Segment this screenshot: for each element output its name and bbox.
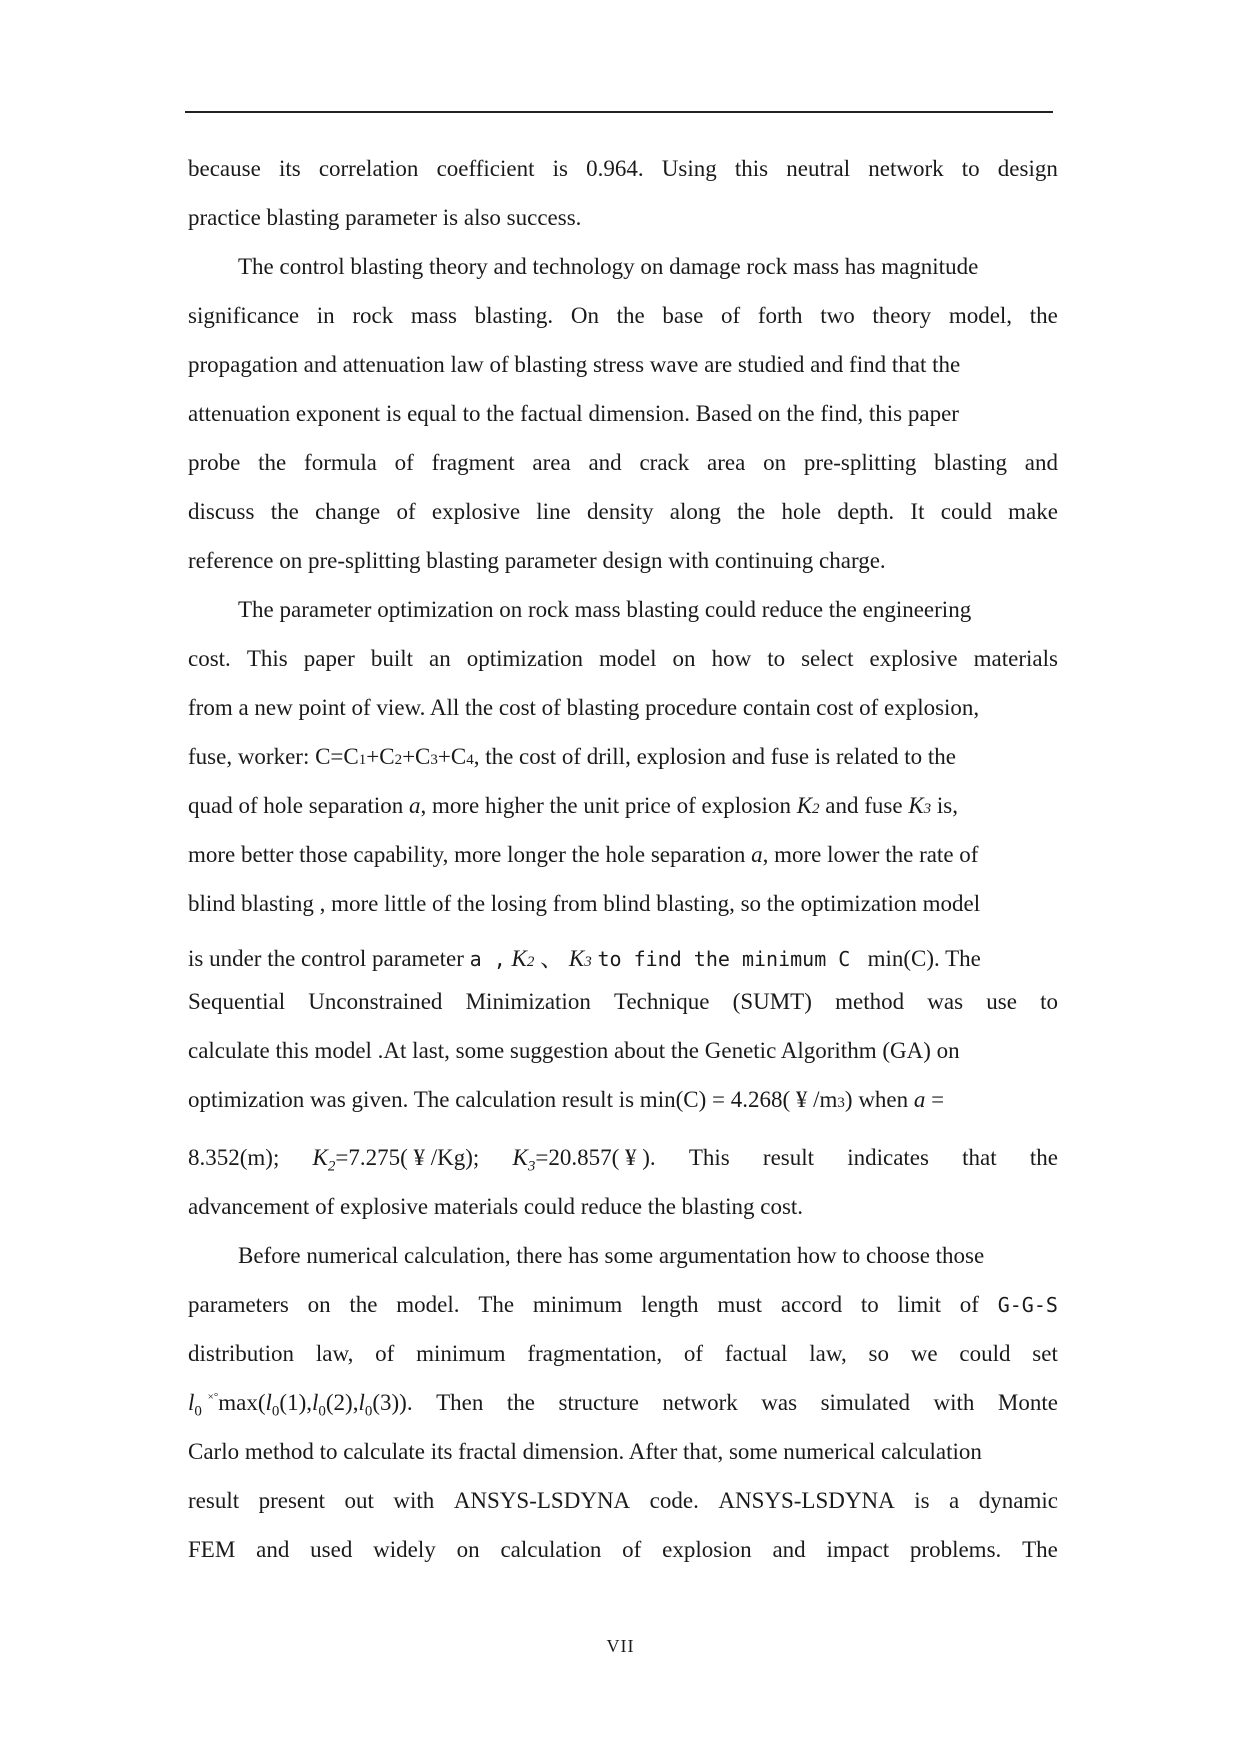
value-k2: $K_2=7.275$( ¥ /Kg);	[312, 1145, 480, 1175]
plus-c: +C	[402, 744, 431, 769]
word: how	[711, 646, 752, 671]
word: accord	[780, 1292, 843, 1317]
value-a: 8.352(m);	[188, 1145, 280, 1170]
word: neutral	[786, 156, 851, 181]
word: area	[532, 450, 571, 475]
word: of	[394, 450, 414, 475]
word: on	[456, 1537, 480, 1562]
word: select	[801, 646, 854, 671]
word: make	[1008, 499, 1058, 524]
page-number: VII	[606, 1636, 635, 1656]
word: minimum	[532, 1292, 623, 1317]
word: was	[761, 1390, 798, 1415]
word: its	[278, 156, 301, 181]
text-line-24	[188, 1292, 1058, 1341]
word: of	[396, 499, 416, 524]
text-line-1	[188, 156, 1058, 205]
word: of	[622, 1537, 642, 1562]
paragraph-4-line-1: Before numerical calculation, there has some argumentation how to choose those	[238, 1243, 985, 1268]
body-text	[188, 156, 1058, 1586]
word: FEM	[188, 1537, 236, 1562]
word: mass	[410, 303, 457, 328]
word: This	[688, 1145, 730, 1170]
word: probe	[188, 450, 241, 475]
word: result	[188, 1488, 240, 1513]
text-segment: is,	[936, 793, 959, 818]
word: explosion	[662, 1537, 752, 1562]
word: is	[552, 156, 568, 181]
word: of	[720, 303, 741, 328]
text-line-21	[188, 1145, 1058, 1194]
plus-c: +C	[437, 744, 467, 769]
variable-k: K	[908, 793, 924, 818]
word: method	[835, 989, 905, 1014]
word: On	[570, 303, 599, 328]
word: the	[1029, 303, 1058, 328]
word: so	[868, 1341, 889, 1366]
variable-k: K	[796, 793, 813, 818]
word: change	[315, 499, 381, 524]
word: of	[683, 1341, 704, 1366]
word: Sequential	[188, 989, 286, 1014]
text-line-8	[188, 499, 1058, 548]
paragraph-3-line-1: The parameter optimization on rock mass blasting could reduce the engineering	[238, 597, 972, 622]
word: the	[270, 499, 299, 524]
word: and	[1024, 450, 1058, 475]
word: optimization	[466, 646, 584, 671]
text-line-22: advancement of explosive materials could reduce the blasting cost.	[188, 1194, 804, 1219]
word: indicates	[847, 1145, 929, 1170]
word: distribution	[188, 1341, 295, 1366]
variable-a: a	[751, 842, 763, 867]
word: area	[707, 450, 746, 475]
word: is	[914, 1488, 930, 1513]
word: fragment	[431, 450, 515, 475]
word: theory	[872, 303, 932, 328]
word: The	[1022, 1537, 1058, 1562]
word: structure	[558, 1390, 639, 1415]
word: paper	[303, 646, 355, 671]
word: This	[246, 646, 288, 671]
word: and	[588, 450, 622, 475]
word: and	[772, 1537, 806, 1562]
word: to	[961, 156, 980, 181]
word: base	[662, 303, 704, 328]
word: of	[375, 1341, 395, 1366]
word: Unconstrained	[308, 989, 443, 1014]
word: calculation	[500, 1537, 602, 1562]
word: because	[188, 156, 261, 181]
variable-k: K	[568, 946, 585, 971]
text-line-15	[188, 842, 1058, 891]
text-segment: more better those capability, more longer the hole separation	[188, 842, 746, 867]
mono-segment: to find the minimum C	[597, 947, 851, 971]
word: Technique	[614, 989, 710, 1014]
word: was	[927, 989, 964, 1014]
word: impact	[826, 1537, 890, 1562]
text-line-14: quad of hole separation a , more higher the unit price of explosion K 2 and fuse K 3 is,	[188, 793, 959, 818]
word: formula	[304, 450, 377, 475]
word: on	[672, 646, 696, 671]
word: hole	[781, 499, 822, 524]
word: 0.964.	[586, 156, 644, 181]
text-line-13-cost-formula: fuse, worker: C=C 1 +C 2 +C 3 +C 4 , the cost of drill, explosion and fuse is related to the	[188, 744, 956, 769]
word: the	[1029, 1145, 1058, 1170]
word: Using	[661, 156, 717, 181]
value-k3: $K_3=20.857$( ¥ ).	[512, 1145, 656, 1175]
word: model,	[948, 303, 1013, 328]
word: forth	[757, 303, 803, 328]
text-segment: quad of hole separation	[188, 793, 404, 818]
word: length	[641, 1292, 699, 1317]
word: present	[258, 1488, 326, 1513]
word: fragmentation,	[527, 1341, 663, 1366]
word: parameters	[188, 1292, 289, 1317]
word: depth.	[837, 499, 895, 524]
text-line-2: practice blasting parameter is also success.	[188, 205, 582, 230]
word: used	[310, 1537, 353, 1562]
mono-word: G-G-S	[997, 1293, 1058, 1317]
word: Monte	[997, 1390, 1058, 1415]
word: factual	[724, 1341, 788, 1366]
text-line-5: propagation and attenuation law of blasting stress wave are studied and find that the	[188, 352, 961, 377]
word: of	[959, 1292, 979, 1317]
text-line-7	[188, 450, 1058, 499]
word: a	[949, 1488, 960, 1513]
paragraph-2-line-1: The control blasting theory and technology on damage rock mass has magnitude	[238, 254, 979, 279]
mono-segment: a ,	[469, 947, 506, 971]
word: law,	[315, 1341, 354, 1366]
separator: 、	[540, 946, 564, 971]
word: this	[734, 156, 769, 181]
word: model	[599, 646, 657, 671]
text-line-17: is under the control parameter a , K 2 、 K 3 to find the minimum C min(C). The	[188, 940, 1058, 989]
word: to	[1040, 989, 1058, 1014]
cost-text-before: fuse, worker: C=C	[188, 744, 359, 769]
word: line	[536, 499, 571, 524]
word: model.	[396, 1292, 460, 1317]
word: discuss	[188, 499, 255, 524]
text-line-29	[188, 1537, 1058, 1586]
text-line-26-formula	[188, 1390, 1058, 1439]
word: problems.	[909, 1537, 1002, 1562]
word: density	[587, 499, 654, 524]
word: with	[393, 1488, 435, 1513]
text-segment: , more higher the unit price of explosion	[420, 793, 791, 818]
word: we	[910, 1341, 938, 1366]
word: two	[820, 303, 855, 328]
word: blasting.	[474, 303, 554, 328]
word: law,	[809, 1341, 847, 1366]
word: and	[256, 1537, 290, 1562]
word: (SUMT)	[732, 989, 812, 1014]
word: ANSYS-LSDYNA	[718, 1488, 895, 1513]
word: the	[349, 1292, 378, 1317]
text-segment: =	[931, 1087, 945, 1112]
text-segment: ) when	[844, 1087, 909, 1112]
word: network	[662, 1390, 738, 1415]
word: along	[669, 499, 721, 524]
word: the	[258, 450, 287, 475]
word: the	[737, 499, 766, 524]
word: dynamic	[978, 1488, 1058, 1513]
cost-text-after: , the cost of drill, explosion and fuse is related to the	[473, 744, 956, 769]
word: ANSYS-LSDYNA	[453, 1488, 631, 1513]
plus-c: +C	[366, 744, 395, 769]
word: on	[763, 450, 787, 475]
word: materials	[973, 646, 1058, 671]
word: to	[767, 646, 786, 671]
word: must	[717, 1292, 763, 1317]
variable-a: a	[408, 793, 421, 818]
word: coefficient	[436, 156, 535, 181]
text-line-25	[188, 1341, 1058, 1390]
text-segment: is under the control parameter	[188, 946, 464, 971]
text-line-4	[188, 303, 1058, 352]
text-segment: optimization was given. The calculation result is min(C) = 4.268( ¥ /m	[188, 1087, 838, 1112]
word: result	[762, 1145, 815, 1170]
word: correlation	[318, 156, 419, 181]
variable-a: a	[913, 1087, 926, 1112]
text-line-28	[188, 1488, 1058, 1537]
word: Then	[436, 1390, 484, 1415]
variable-k: K	[511, 946, 527, 971]
word: an	[429, 646, 451, 671]
word: that	[962, 1145, 997, 1170]
word: It	[910, 499, 925, 524]
text-segment: min(C). The	[867, 946, 981, 971]
word: cost.	[188, 646, 231, 671]
word: widely	[373, 1537, 436, 1562]
word: with	[933, 1390, 975, 1415]
word: crack	[639, 450, 690, 475]
text-line-6: attenuation exponent is equal to the factual dimension. Based on the find, this paper	[188, 401, 959, 426]
word: significance	[188, 303, 300, 328]
word: explosive	[431, 499, 521, 524]
word: network	[868, 156, 944, 181]
word: in	[316, 303, 335, 328]
text-line-16: blind blasting , more little of the losing from blind blasting, so the optimization model	[188, 891, 981, 916]
text-line-9: reference on pre-splitting blasting parameter design with continuing charge.	[188, 548, 886, 573]
word: simulated	[820, 1390, 911, 1415]
text-line-19: calculate this model .At last, some suggestion about the Genetic Algorithm (GA) on	[188, 1038, 960, 1063]
formula: $l_0$ $^{\times^\circ}\max(l_0(1),l_0(2),l_0(3))$.	[188, 1390, 413, 1420]
word: could	[940, 499, 992, 524]
word: set	[1032, 1341, 1058, 1366]
text-segment: , more lower the rate of	[762, 842, 979, 867]
word: blasting	[934, 450, 1007, 475]
word: limit	[897, 1292, 941, 1317]
word: Minimization	[465, 989, 591, 1014]
word: to	[860, 1292, 879, 1317]
word: built	[370, 646, 413, 671]
word: use	[986, 989, 1017, 1014]
text-line-27: Carlo method to calculate its fractal dimension. After that, some numerical calculation	[188, 1439, 982, 1464]
word: minimum	[416, 1341, 506, 1366]
word: could	[959, 1341, 1011, 1366]
text-line-11	[188, 646, 1058, 695]
word: design	[997, 156, 1058, 181]
text-line-20: optimization was given. The calculation result is min(C) = 4.268( ¥ /m 3 ) when a =	[188, 1087, 945, 1112]
text-line-12: from a new point of view. All the cost of blasting procedure contain cost of explosion,	[188, 695, 980, 720]
word: the	[616, 303, 645, 328]
word: The	[478, 1292, 515, 1317]
word: explosive	[869, 646, 958, 671]
word: code.	[649, 1488, 699, 1513]
word: out	[344, 1488, 374, 1513]
text-segment: and fuse	[825, 793, 903, 818]
header-rule	[185, 111, 1053, 113]
word: the	[506, 1390, 535, 1415]
text-line-18	[188, 989, 1058, 1038]
word: pre-splitting	[803, 450, 917, 475]
word: on	[307, 1292, 331, 1317]
word: rock	[352, 303, 394, 328]
